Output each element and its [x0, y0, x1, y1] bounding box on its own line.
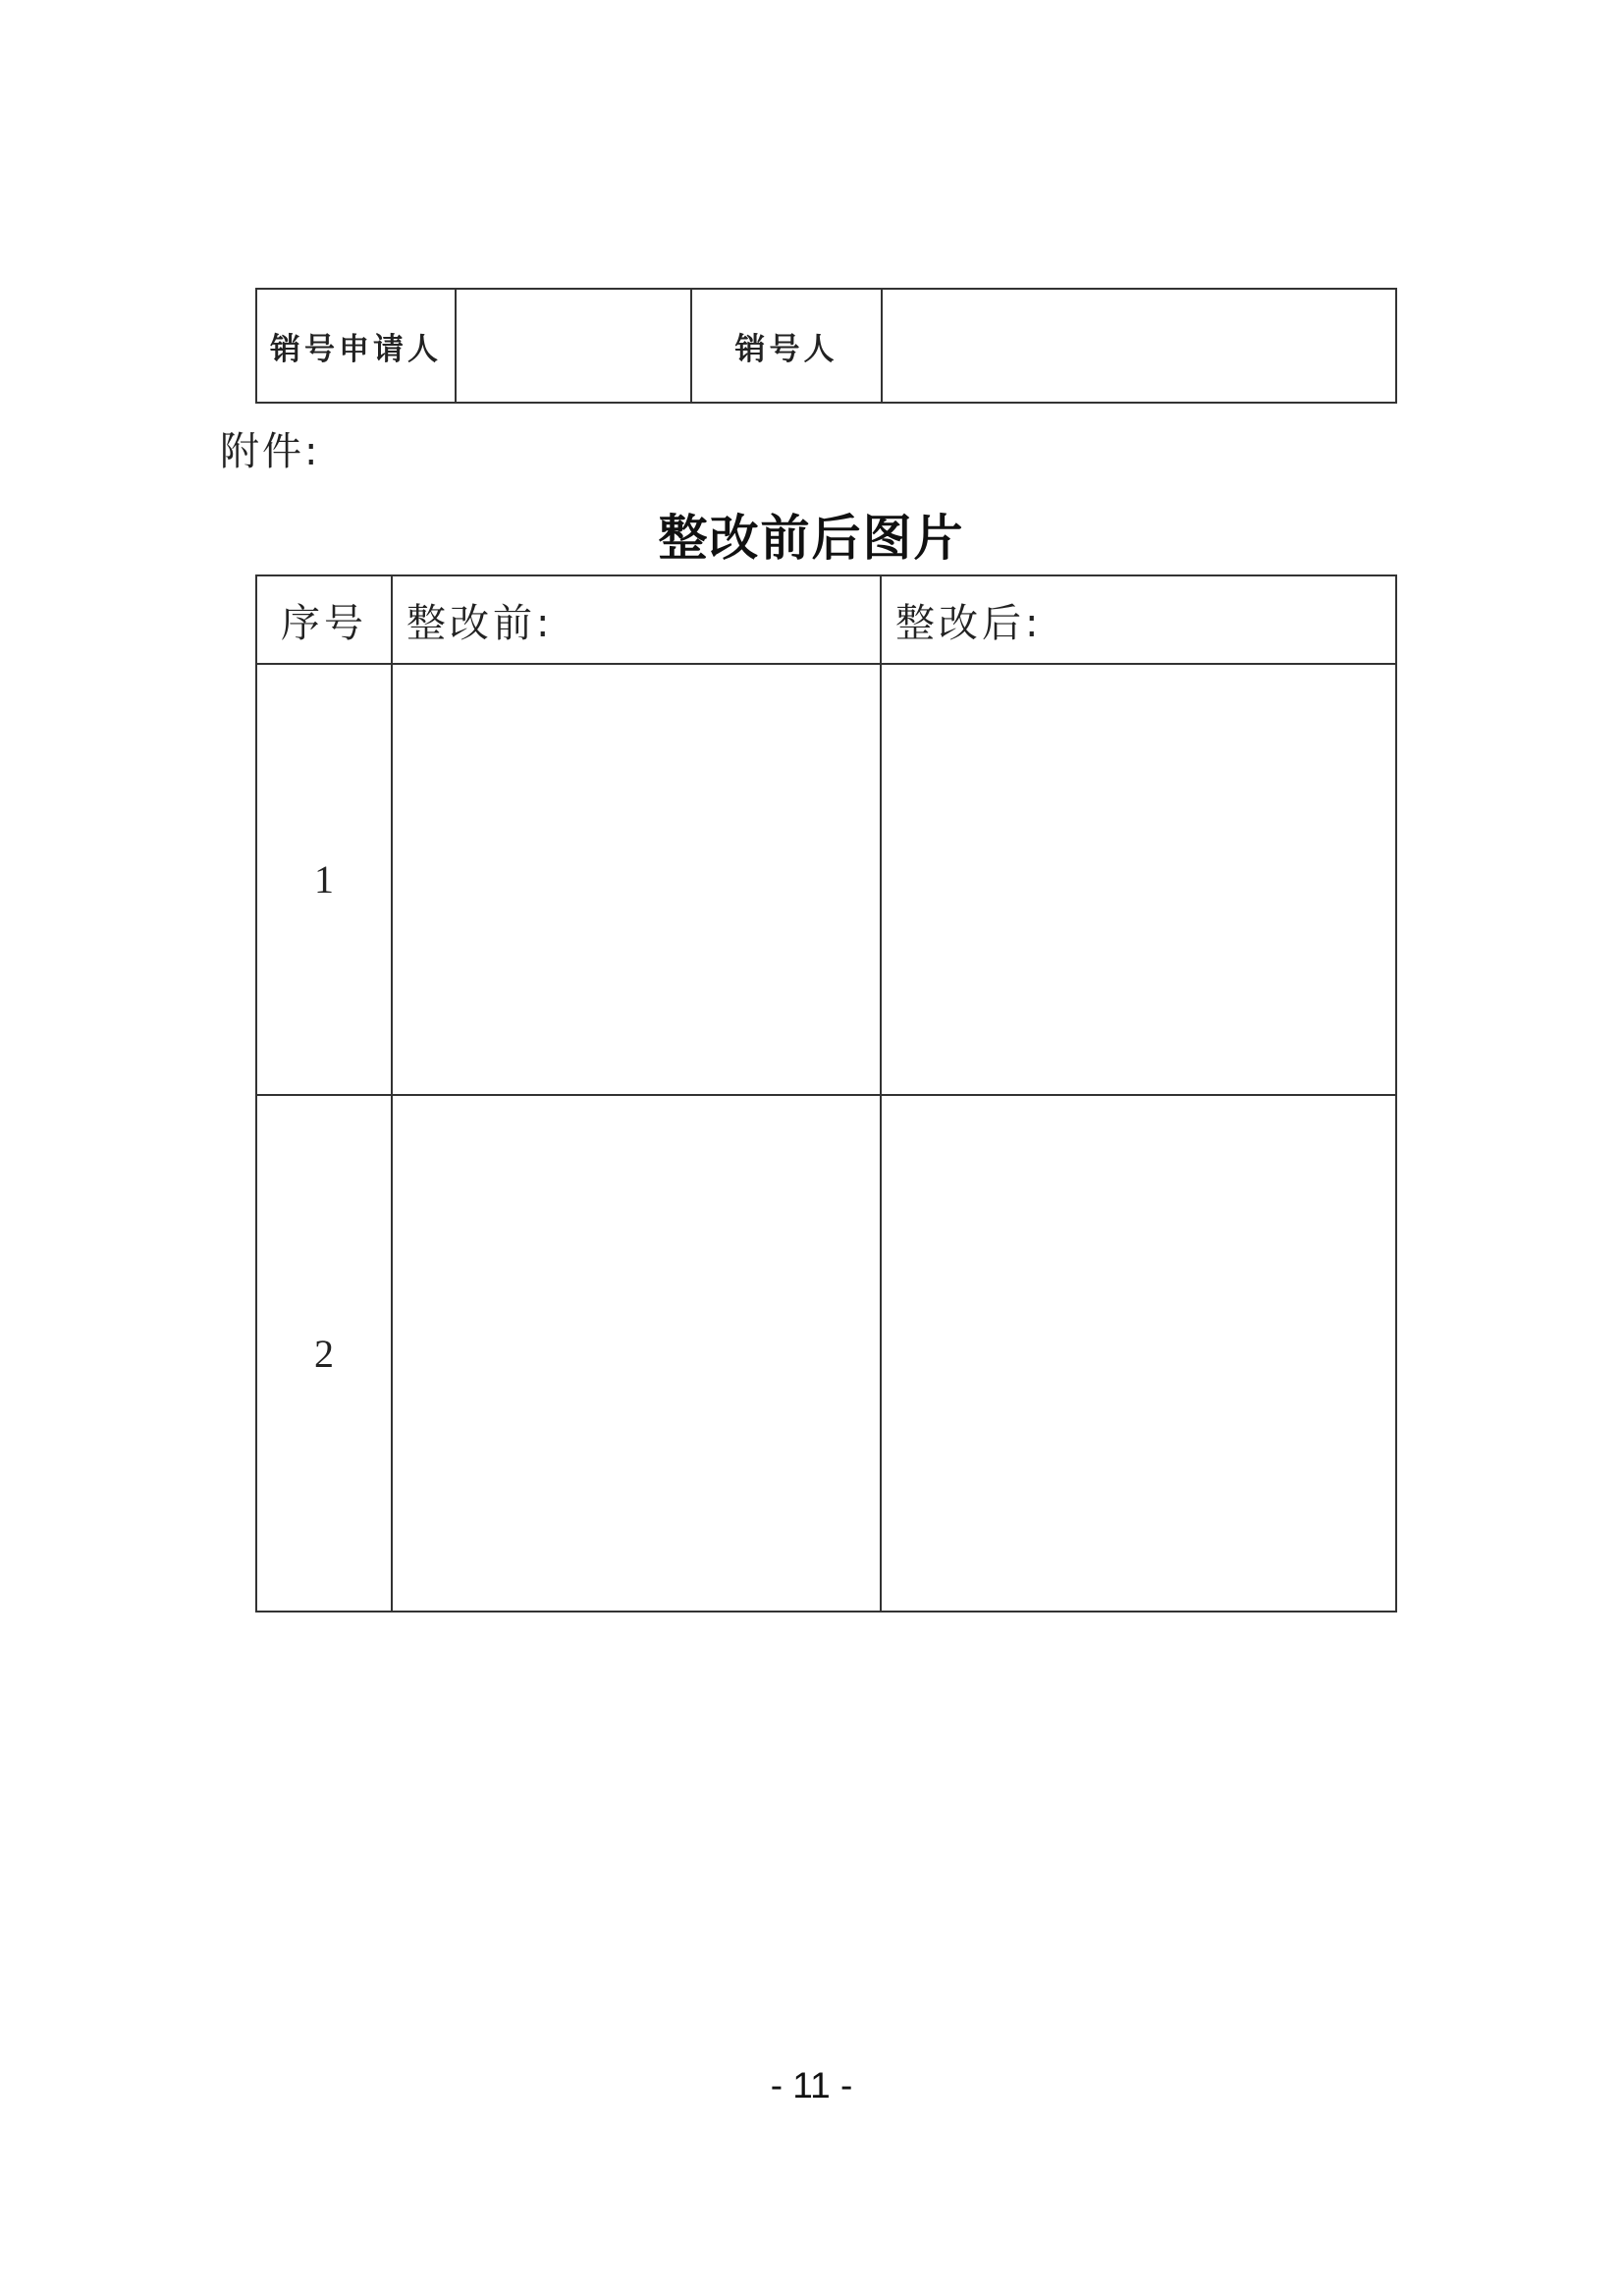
attachment-label: 附件:	[220, 429, 321, 474]
photo-comparison-table	[255, 574, 1397, 1613]
closer-field[interactable]	[882, 289, 1396, 403]
after-photo-cell[interactable]	[881, 664, 1396, 1095]
sign-off-row	[256, 289, 1396, 403]
sign-off-table	[255, 288, 1397, 404]
page-number: - 11 -	[770, 2065, 853, 2105]
header-after: 整改后:	[881, 575, 1396, 664]
row-seq: 1	[256, 664, 392, 1095]
before-photo-cell[interactable]	[392, 664, 881, 1095]
photo-section-title: 整改前后图片	[658, 509, 965, 567]
table-row	[256, 664, 1396, 1095]
applicant-field[interactable]	[456, 289, 691, 403]
before-photo-cell[interactable]	[392, 1095, 881, 1612]
header-seq: 序号	[256, 575, 392, 664]
table-header-row	[256, 575, 1396, 664]
closer-label: 销号人	[691, 289, 882, 403]
after-photo-cell[interactable]	[881, 1095, 1396, 1612]
row-seq: 2	[256, 1095, 392, 1612]
applicant-label: 销号申请人	[256, 289, 456, 403]
header-before: 整改前:	[392, 575, 881, 664]
table-row	[256, 1095, 1396, 1612]
